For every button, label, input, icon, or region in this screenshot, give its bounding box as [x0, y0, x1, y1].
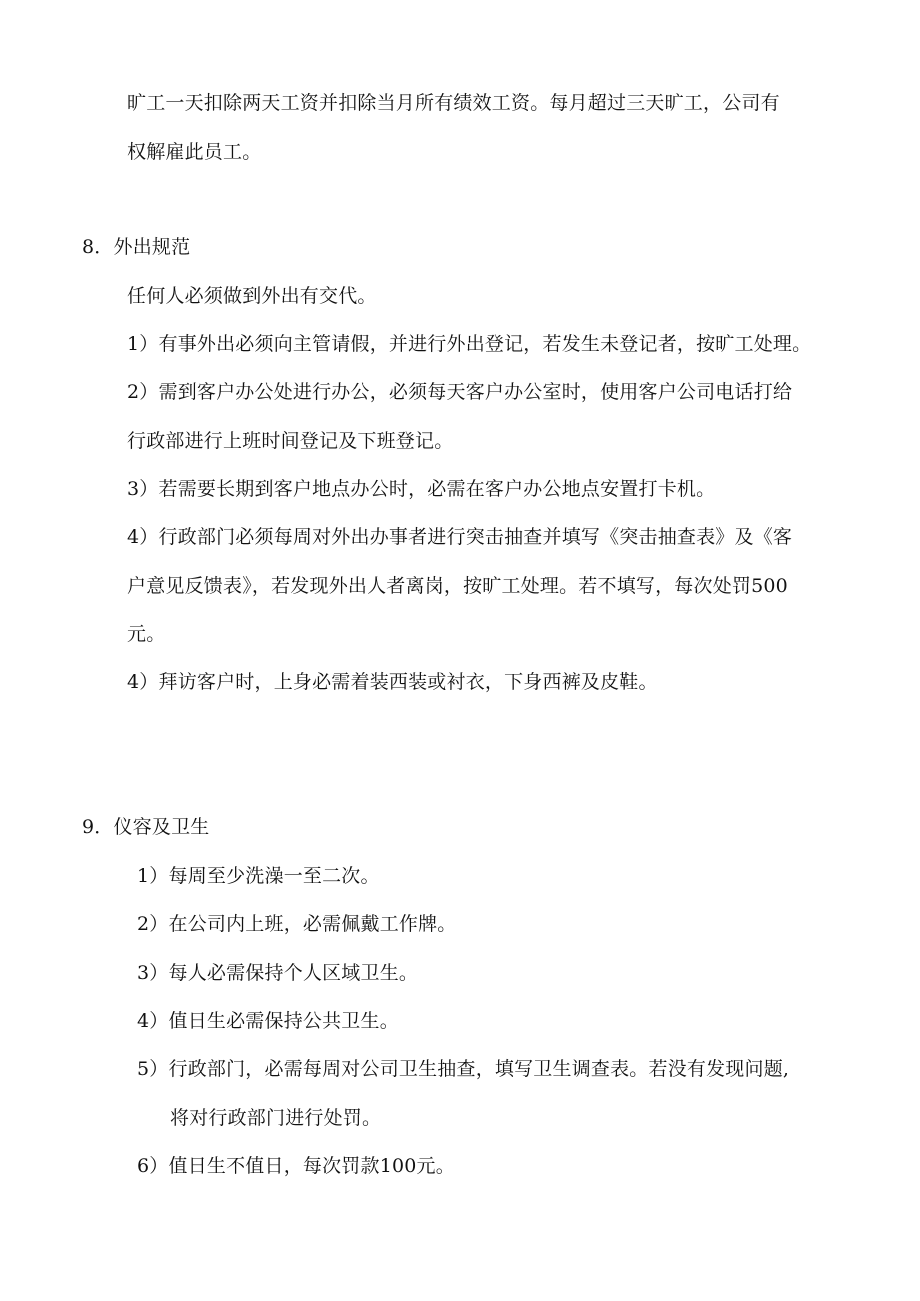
section-8-item-4-line-2: 户意见反馈表》，若发现外出人者离岗，按旷工处理。若不填写，每次处罚500	[127, 575, 788, 597]
intro-line-1: 旷工一天扣除两天工资并扣除当月所有绩效工资。每月超过三天旷工，公司有	[127, 92, 780, 114]
section-8-heading: 8．外出规范	[82, 236, 191, 258]
section-8-item-5: 4）拜访客户时，上身必需着装西装或衬衣，下身西裤及皮鞋。	[127, 671, 658, 693]
section-8-item-3: 3）若需要长期到客户地点办公时，必需在客户办公地点安置打卡机。	[127, 478, 716, 500]
section-9-item-6: 6）值日生不值日，每次罚款100元。	[137, 1155, 455, 1177]
section-9-heading: 9．仪容及卫生	[82, 816, 210, 838]
section-8-item-4-line-3: 元。	[127, 623, 166, 645]
section-9-item-5-line-1: 5）行政部门，必需每周对公司卫生抽查，填写卫生调查表。若没有发现问题,	[137, 1058, 790, 1080]
section-8-item-1: 1）有事外出必须向主管请假，并进行外出登记，若发生未登记者，按旷工处理。	[127, 333, 812, 355]
section-9-item-3: 3）每人必需保持个人区域卫生。	[137, 962, 419, 984]
section-8-item-4-line-1: 4）行政部门必须每周对外出办事者进行突击抽查并填写《突击抽查表》及《客	[127, 526, 793, 548]
section-9-item-4: 4）值日生必需保持公共卫生。	[137, 1010, 399, 1032]
section-8-item-2-line-1: 2）需到客户办公处进行办公，必须每天客户办公室时，使用客户公司电话打给	[127, 381, 793, 403]
section-9-item-1: 1）每周至少洗澡一至二次。	[137, 865, 380, 887]
section-8-item-2-line-2: 行政部进行上班时间登记及下班登记。	[127, 430, 454, 452]
section-9-item-2: 2）在公司内上班，必需佩戴工作牌。	[137, 913, 457, 935]
section-9-item-5-line-2: 将对行政部门进行处罚。	[170, 1107, 382, 1129]
intro-line-2: 权解雇此员工。	[127, 141, 262, 163]
section-8-lead: 任何人必须做到外出有交代。	[127, 285, 377, 307]
